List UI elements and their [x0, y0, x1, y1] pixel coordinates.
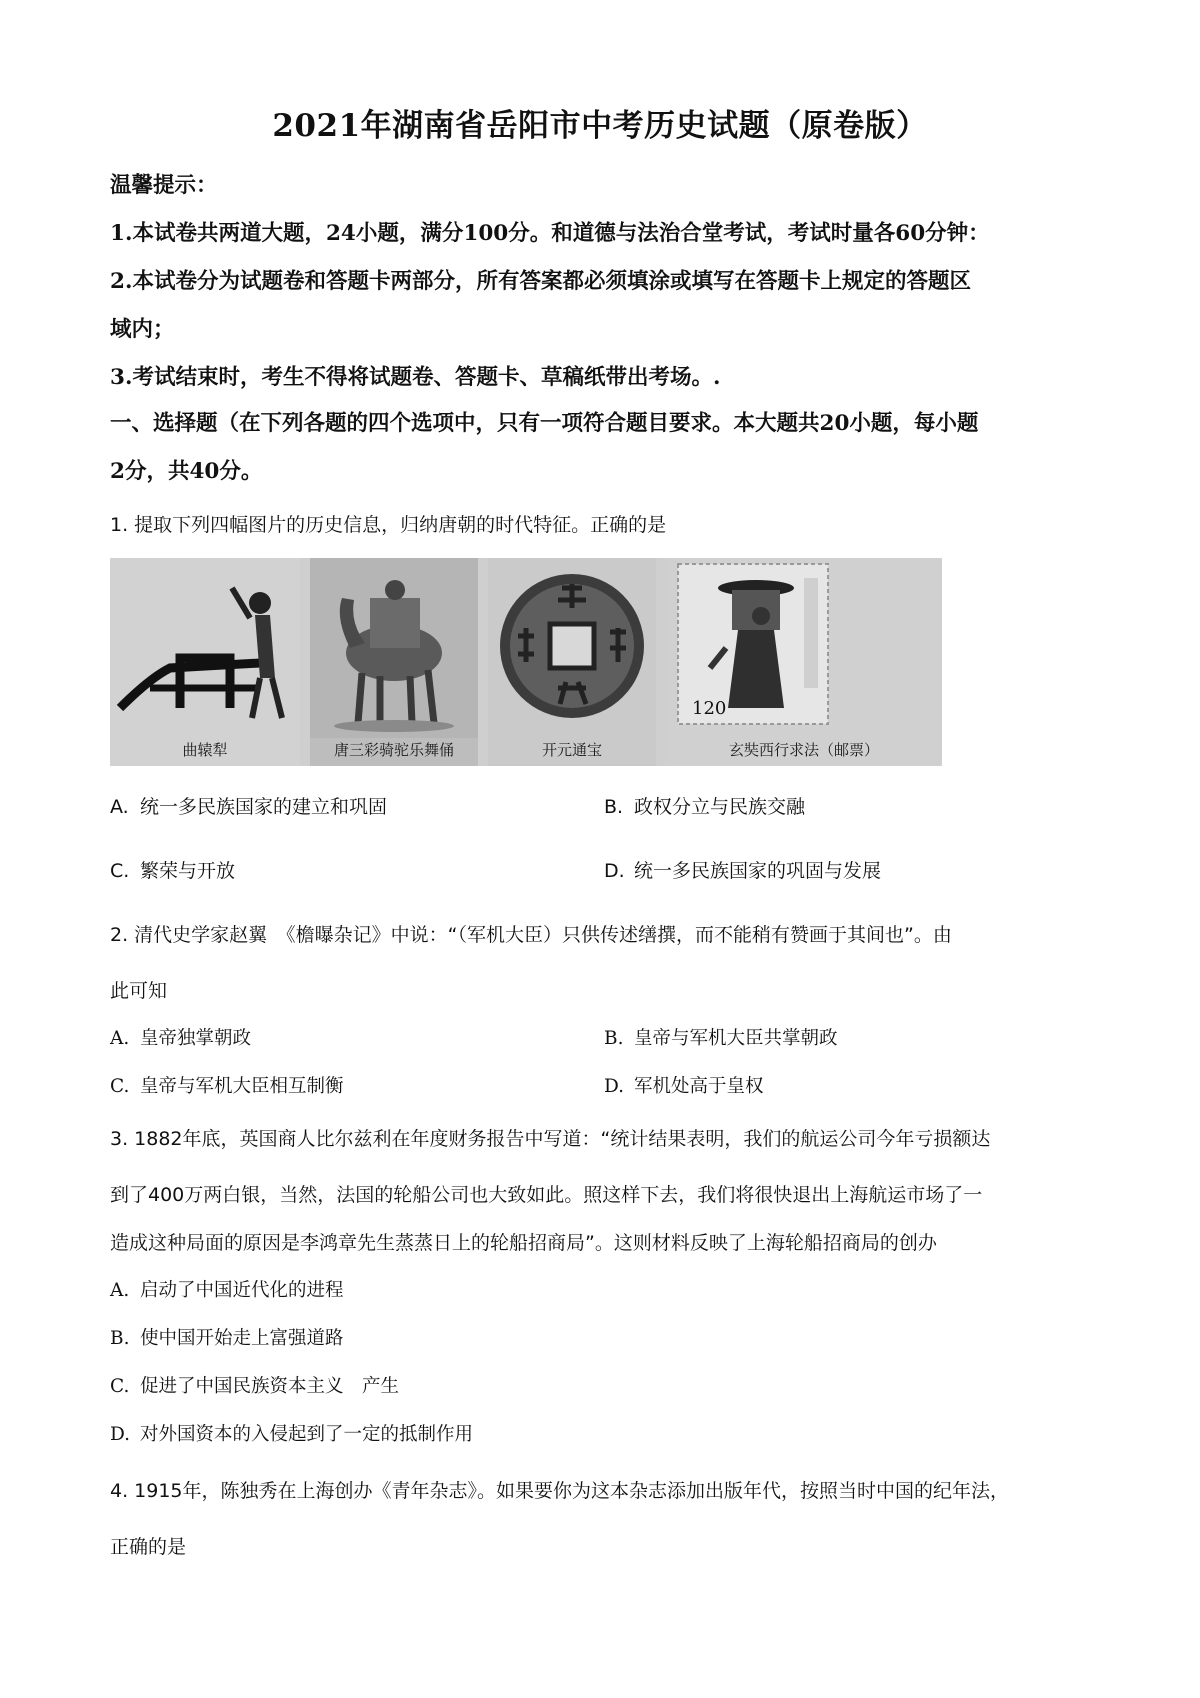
notice-heading: 温馨提示： [110, 173, 218, 198]
figure-coin [488, 558, 656, 766]
option-text: 使中国开始走上富强道路 [140, 1328, 344, 1349]
q2-stem-line-1: 2. 清代史学家赵翼 《檐曝杂记》中说：“（军机大臣）只供传述缮撰，而不能稍有赞画于其间也”。由 [110, 924, 952, 946]
option-text: 军机处高于皇权 [634, 1076, 764, 1097]
plough-illustration [110, 558, 300, 738]
q4-stem-line-2: 正确的是 [110, 1536, 187, 1558]
option-key: A. [110, 796, 129, 818]
caption-plough: 曲辕犁 [182, 741, 228, 759]
option-text: 皇帝与军机大臣相互制衡 [140, 1076, 344, 1097]
q2-option-c[interactable] [110, 1072, 344, 1098]
option-text: 启动了中国近代化的进程 [140, 1280, 344, 1301]
option-key: D. [604, 1076, 625, 1097]
q3-option-a[interactable] [110, 1276, 344, 1302]
option-text: 统一多民族国家的建立和巩固 [140, 796, 388, 818]
q3-option-b[interactable] [110, 1324, 344, 1350]
option-key: A. [110, 1280, 130, 1301]
figure-camel [310, 558, 478, 766]
stamp-value: 120 [692, 698, 727, 719]
option-text: 皇帝与军机大臣共掌朝政 [634, 1028, 838, 1049]
section-heading-line-2: 2分，共40分。 [110, 459, 263, 484]
option-key: B. [110, 1328, 130, 1349]
q3-stem-line-2: 到了400万两白银，当然，法国的轮船公司也大致如此。照这样下去，我们将很快退出上海航运市场了一 [110, 1184, 983, 1206]
option-key: B. [604, 796, 624, 818]
option-text: 促进了中国民族资本主义 产生 [140, 1376, 400, 1397]
q1-option-b[interactable] [604, 792, 805, 819]
option-text: 对外国资本的入侵起到了一定的抵制作用 [140, 1424, 474, 1445]
figure-plough [110, 558, 300, 766]
notice-line-3: 3.考试结束时，考生不得将试题卷、答题卡、草稿纸带出考场。. [110, 365, 721, 390]
option-key: C. [110, 1076, 130, 1097]
caption-stamp: 玄奘西行求法（邮票） [728, 741, 879, 759]
option-text: 统一多民族国家的巩固与发展 [634, 860, 882, 882]
q1-figure-strip [110, 558, 942, 766]
notice-line-2b: 域内； [110, 317, 175, 342]
option-key: D. [110, 1424, 131, 1445]
q3-stem-line-3: 造成这种局面的原因是李鸿章先生蒸蒸日上的轮船招商局”。这则材料反映了上海轮船招商局的创办 [110, 1232, 937, 1254]
coin-illustration [488, 558, 656, 738]
q2-stem-line-2: 此可知 [110, 980, 168, 1002]
q1-option-c[interactable] [110, 856, 235, 883]
figure-stamp [666, 558, 942, 766]
option-text: 繁荣与开放 [140, 860, 236, 882]
caption-coin: 开元通宝 [541, 741, 602, 759]
option-text: 皇帝独掌朝政 [140, 1028, 252, 1049]
q1-option-d[interactable] [604, 856, 881, 883]
camel-figurine-illustration [310, 558, 478, 738]
q3-stem-line-1: 3. 1882年底，英国商人比尔兹利在年度财务报告中写道：“统计结果表明，我们的航运公司今年亏损额达 [110, 1128, 991, 1150]
option-key: C. [110, 860, 130, 882]
notice-line-1: 1.本试卷共两道大题，24小题，满分100分。和道德与法治合堂考试，考试时量各60分钟： [110, 221, 990, 246]
q2-option-d[interactable] [604, 1072, 764, 1098]
option-key: B. [604, 1028, 624, 1049]
notice-line-2a: 2.本试卷分为试题卷和答题卡两部分，所有答案都必须填涂或填写在答题卡上规定的答题区 [110, 269, 971, 294]
caption-camel: 唐三彩骑驼乐舞俑 [333, 741, 454, 759]
option-key: D. [604, 860, 625, 882]
option-key: C. [110, 1376, 130, 1397]
q4-stem-line-1: 4. 1915年，陈独秀在上海创办《青年杂志》。如果要你为这本杂志添加出版年代，按照当时中国的纪年法， [110, 1480, 1010, 1502]
page-title: 2021年湖南省岳阳市中考历史试题（原卷版） [272, 108, 928, 144]
q1-option-a[interactable] [110, 792, 387, 819]
option-text: 政权分立与民族交融 [634, 796, 806, 818]
q3-option-c[interactable] [110, 1372, 399, 1398]
q2-option-b[interactable] [604, 1024, 838, 1050]
q2-option-a[interactable] [110, 1024, 251, 1050]
q1-stem: 1. 提取下列四幅图片的历史信息，归纳唐朝的时代特征。正确的是 [110, 514, 667, 536]
q3-option-d[interactable] [110, 1420, 473, 1446]
option-key: A. [110, 1028, 130, 1049]
section-heading-line-1: 一、选择题（在下列各题的四个选项中，只有一项符合题目要求。本大题共20小题，每小题 [110, 411, 979, 436]
